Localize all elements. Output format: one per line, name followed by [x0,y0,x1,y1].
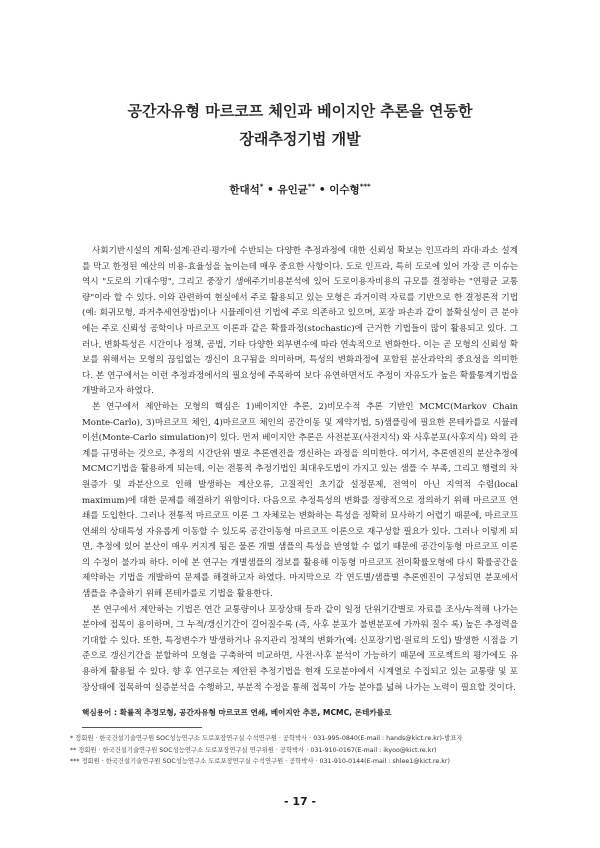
author-mark: ** [307,182,316,191]
abstract-paragraph: 사회기반시설의 계획·설계·관리·평가에 수반되는 다양한 추정과정에 대한 신뢰성 확보는 인프라의 과대·과소 설계를 막고 한정된 예산의 비용-효율성을 높이는데 매우 중요한 사항이다. 도로 인프라, 특히 도로에 있어 가장 큰 이슈는 역시 "도로의 기대수명", 그리고 중장기 생애주기비용분석에 있어 도로이용자비용의 규모를 결정하는 "연평균 교통량"이라 할 수 있다. 이와 관련하여 현실에서 주로 활용되고 있는 모형은 과거이력 자료를 기반으로 한 결정론적 기법(예: 회귀모형, 과거추세연장법)이나 시뮬레이션 기법에 주로 의존하고 있으며, 포장 파손과 같이 불확실성이 큰 분야에는 주로 신뢰성 공학이나 마르코프 이론과 같은 확률과정(stochastic)에 근거한 기법들이 많이 활용되고 있다. 그러나, 변화특성은 시간이나 정책, 공법, 기타 다양한 외부변수에 따라 연속적으로 변화한다. 이는 곧 모형의 신뢰성 확보를 위해서는 모형의 끊임없는 갱신이 요구됨을 의미하며, 특성의 변화과정에 포함된 분산과악의 중요성을 의미한다. 본 연구에서는 이런 추정과정에서의 필요성에 주목하여 보다 유연하면서도 추정이 자유도가 높은 확률통계기법을 개발하고자 하였다. [82,246,518,397]
footnotes [70,733,540,768]
page-number: - 17 - [283,795,317,808]
abstract-paragraph: 본 연구에서 제안하는 기법은 연간 교통량이나 포장상태 등과 같이 일정 단위기간별로 자료를 조사/누적해 나가는 분야에 접목이 용이하며, 그 누적/갱신기간이 길어질수록 (즉, 사후 분포가 불변분포에 가까워 질수 록) 높은 추정력을 기대할 수 있다. 또한, 특정변수가 발생하거나 유지관리 정책의 변화가(예: 신포장기법·원료의 도입) 발생한 시점을 기준으로 갱신기간을 분할하여 모형을 구축하여 비교하면, 사전-사후 분석이 가능하기 때문에 프로젝트의 평가에도 유용하게 활용될 수 있다. 향 후 연구로는 제안된 추정기법을 현재 도로분야에서 시계열로 수집되고 있는 교통량 및 포장상태에 접목하여 실증분석을 수행하고, 부분적 수정을 통해 접목이 가능 분야를 넓혀 나가는 노력이 필요할 것이다. [82,604,518,693]
abstract-paragraph: 본 연구에서 제안하는 모형의 핵심은 1)베이지안 추론, 2)비모수적 추론 기반인 MCMC(Markov Chain Monte-Carlo), 3)마르코프 체인, 4)마르코프 체인의 공간이동 및 제약기법, 5)샘플링에 필요한 몬테카를로 시뮬레이션(Monte-Carlo simulation)이 있다. 먼저 베이지안 추론은 사전분포(사전지식) 와 사후분포(사후지식) 와의 관계를 규명하는 것으로, 추정의 시간단위 별로 추론엔진을 갱신하는 과정을 의미한다. 여기서, 추론엔진의 분산추정에 MCMC기법을 활용하게 되는데, 이는 전통적 추정기법인 최대우도법이 가지고 있는 샘플 수 부족, 그리고 행렬의 차원증가 및 과분산으로 인해 발생하는 계산오류, 고질적인 초기값 설정문제, 전역이 아닌 지역적 수렴(local maximum)에 대한 문제를 해결하기 위함이다. 다음으로 추정특성의 변화를 정량적으로 정의하기 위해 마르코프 연쇄를 도입한다. 그러나 전통적 마르코프 이론 그 자체로는 변화하는 특성을 정확히 묘사하기 어렵기 때문에, 마르코프 연쇄의 상태특성 자유롭게 이동할 수 있도록 공간이동형 마르코프 이론으로 재구성할 필요가 있다. 그러나 이렇게 되면, 추정에 있어 분산이 매우 커지게 됨은 물론 개별 샘플의 특성을 반영할 수 없기 때문에 공간이동형 마르코프 이론의 수정이 불가피 하다. 이에 본 연구는 개별샘플의 정보를 활용해 이동형 마르코프 전이확률모형에 다시 확률공간을 제약하는 기법을 개발하여 문제를 해결하고자 하였다. 마지막으로 각 연도별/샘플별 추론엔진이 구성되면 분포에서 샘플을 추출하기 위해 몬테카를로 기법을 활용한다. [82,401,518,600]
author-mark: *** [359,182,371,191]
footnote: * 정회원 · 한국건설기술연구원 SOC성능연구소 도로포장연구실 수석연구원 · 공학박사 · 031-995-0840(E-mail : hands@kict.re.kr)-발표자 [70,735,463,742]
footnote: *** 정회원 · 한국건설기술연구원 SOC성능연구소 도로포장연구실 수석연구원 · 공학박사 · 031-910-0144(E-mail : shlee1@kict.re.kr) [70,758,450,765]
author-name: 이수형 [329,184,360,196]
footnote-divider [82,727,202,728]
keywords-label: 핵심용어 : [82,708,120,717]
keywords [82,707,518,718]
footnote: ** 정회원 · 한국건설기술연구원 SOC성능연구소 도로포장연구실 연구위원 · 공학박사 · 031-910-0167(E-mail : ikyoo@kict.re.kr) [70,746,437,754]
author-mark: * [259,182,264,191]
paper-title-line1: 공간자유형 마르코프 체인과 베이지안 추론을 연동한 [127,102,473,120]
author-list [0,182,600,197]
keywords-text: 확률적 추정모형, 공간자유형 마르코프 연쇄, 베이지안 추론, MCMC, 몬테카를로 [119,708,392,717]
author-name: 유인균 [277,184,308,196]
author-separator: • [263,184,278,196]
author-separator: • [315,184,330,196]
author-name: 한대석 [229,184,260,196]
paper-title-line2: 장래추정기법 개발 [239,130,361,148]
abstract-body [82,244,518,696]
